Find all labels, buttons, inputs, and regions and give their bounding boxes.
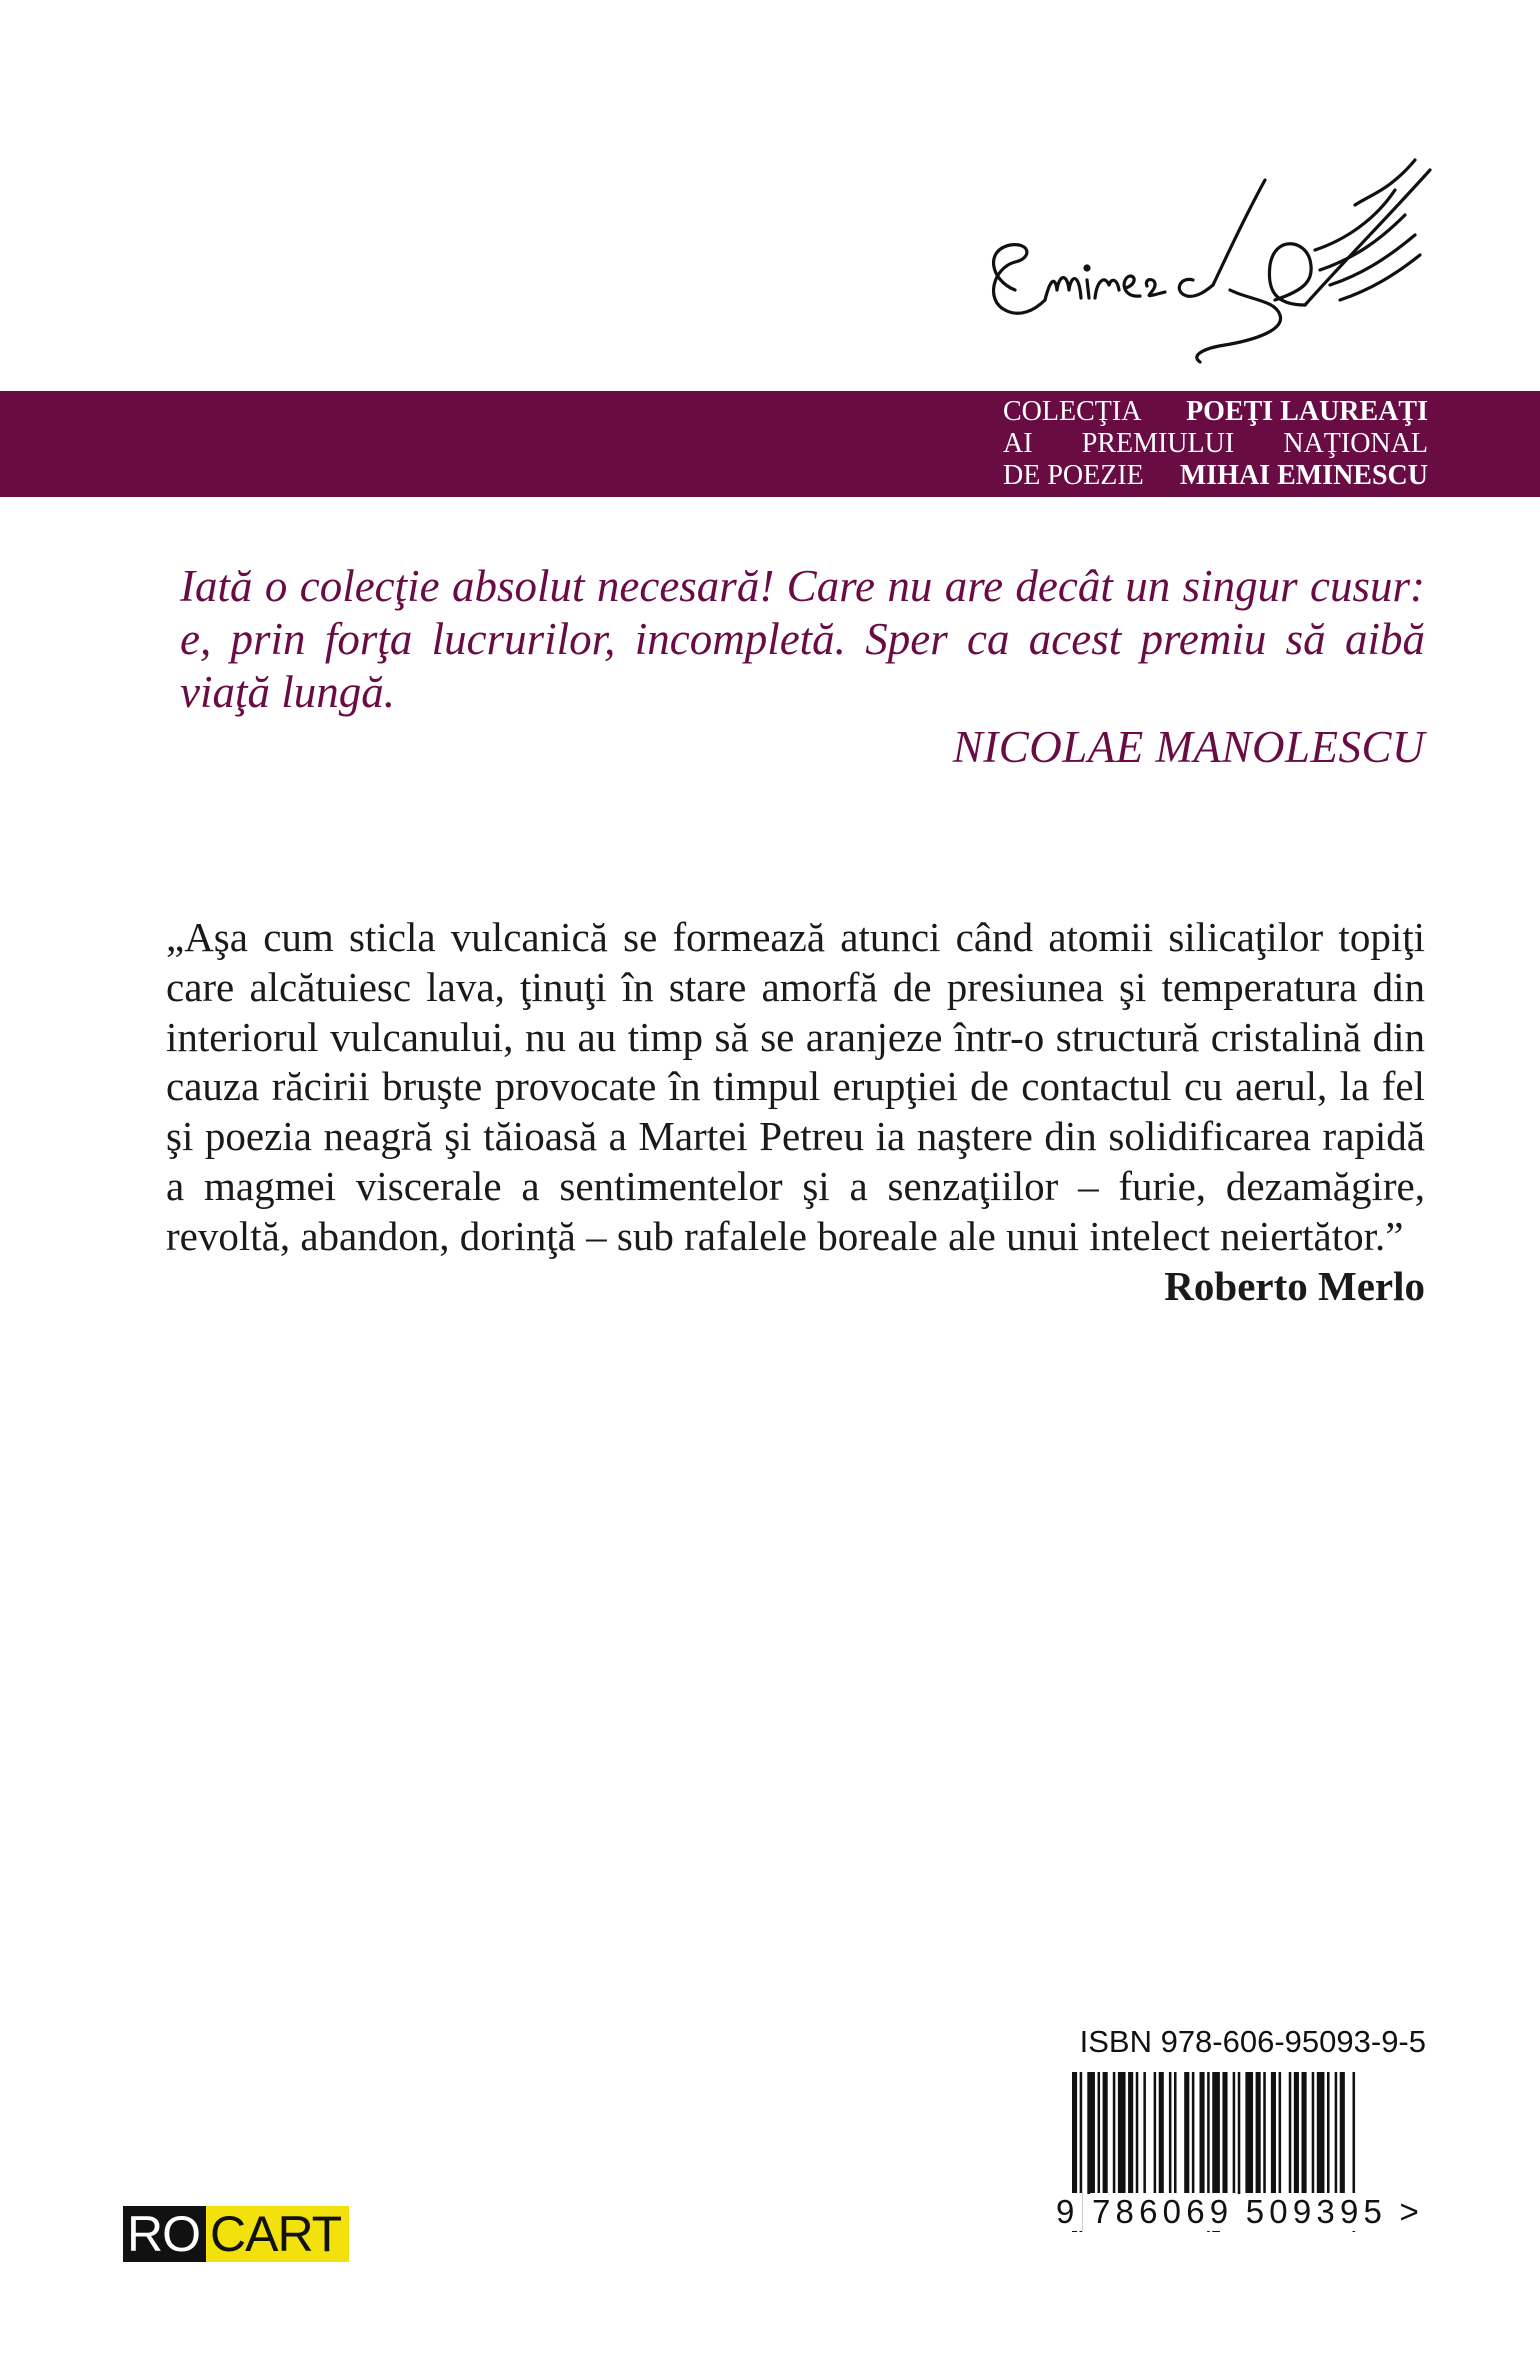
barcode-bar bbox=[1118, 2072, 1126, 2194]
barcode-bar bbox=[1302, 2072, 1307, 2194]
barcode-bar bbox=[1335, 2072, 1338, 2194]
quote-author: Roberto Merlo bbox=[1164, 1262, 1425, 1309]
quote-author: NICOLAE MANOLESCU bbox=[952, 722, 1425, 772]
barcode-bar bbox=[1289, 2072, 1292, 2194]
barcode-bar bbox=[1271, 2072, 1276, 2194]
barcode-bar bbox=[1098, 2072, 1101, 2194]
barcode-bar bbox=[1279, 2072, 1282, 2194]
barcode-bar bbox=[1169, 2072, 1172, 2194]
collection-title bbox=[1003, 396, 1428, 492]
manolescu-quote bbox=[180, 560, 1425, 774]
barcode-bar bbox=[1154, 2072, 1157, 2194]
collection-line-2 bbox=[1003, 428, 1428, 460]
barcode-bar bbox=[1233, 2072, 1236, 2194]
barcode-bar bbox=[1128, 2072, 1133, 2194]
barcode-bar bbox=[1087, 2072, 1095, 2194]
publisher-logo bbox=[123, 2206, 349, 2262]
barcode-digit-group: > bbox=[1399, 2193, 1424, 2230]
barcode-bar bbox=[1317, 2072, 1325, 2194]
barcode-bar bbox=[1159, 2072, 1164, 2194]
barcode-bar bbox=[1174, 2072, 1177, 2194]
collection-line-3 bbox=[1003, 460, 1428, 492]
barcode-bar bbox=[1136, 2072, 1139, 2194]
collection-word-bold: MIHAI EMINESCU bbox=[1179, 460, 1428, 491]
barcode-bar bbox=[1263, 2072, 1266, 2194]
collection-word-bold: POEŢI LAUREAŢI bbox=[1186, 396, 1428, 427]
barcode-digit-group: 9 bbox=[1056, 2193, 1080, 2230]
publisher-logo-part: CART bbox=[206, 2206, 349, 2262]
barcode-bar bbox=[1245, 2072, 1253, 2194]
barcode-digit-group: 786069 bbox=[1091, 2193, 1234, 2230]
quill-signature-icon bbox=[975, 140, 1445, 390]
barcode-bar bbox=[1103, 2072, 1108, 2194]
collection-line-1 bbox=[1003, 396, 1428, 428]
barcode-bar bbox=[1184, 2072, 1189, 2194]
barcode-bar bbox=[1256, 2072, 1261, 2194]
barcode-bar bbox=[1327, 2072, 1330, 2194]
barcode-bar bbox=[1222, 2072, 1227, 2194]
barcode-bar bbox=[1340, 2072, 1345, 2194]
eminescu-signature bbox=[975, 140, 1445, 390]
collection-word: COLECŢIA bbox=[1003, 396, 1142, 427]
quote-text: „Aşa cum sticla vulcanică se formează atunci când atomii silicaţilor topiţi care alcătuiesc lava, ţinuţi în stare amorfă de presiunea şi temperatura din interiorul vulcanului, nu au timp să se aranjeze într-o structură cristalină din cauza răcirii bruşte provocate în timpul erupţiei de contactul cu aerul, la fel şi poezia neagră şi tăioasă a Martei Petreu ia naştere din solidificarea rapidă a magmei viscerale a sentimentelor şi a senzaţiilor – furie, dezamăgire, revoltă, abandon, dorinţă – sub rafalele boreale ale unui intelect neiertător.” bbox=[166, 914, 1425, 1259]
barcode-digit-group: 509395 bbox=[1245, 2193, 1388, 2230]
barcode-bar bbox=[1200, 2072, 1205, 2194]
barcode-bar bbox=[1312, 2072, 1315, 2194]
isbn-label: ISBN 978-606-95093-9-5 bbox=[1079, 2024, 1426, 2059]
merlo-quote bbox=[166, 913, 1425, 1311]
publisher-logo-part: RO bbox=[123, 2206, 206, 2262]
collection-word: PREMIULUI bbox=[1081, 428, 1235, 459]
barcode-bar bbox=[1113, 2072, 1116, 2194]
barcode-bar bbox=[1143, 2072, 1146, 2194]
quote-text: Iată o colecţie absolut necesară! Care nu are decât un singur cusur: e, prin forţa lucrurilor, incompletă. Sper ca acest premiu să aibă viaţă lungă. bbox=[180, 561, 1425, 717]
barcode-bar bbox=[1192, 2072, 1195, 2194]
barcode-bar bbox=[1294, 2072, 1299, 2194]
collection-word: DE POEZIE bbox=[1003, 460, 1144, 491]
barcode-digits bbox=[1054, 2185, 1426, 2231]
collection-word: NAŢIONAL bbox=[1283, 428, 1428, 459]
collection-word: AI bbox=[1003, 428, 1033, 459]
barcode-bar bbox=[1238, 2072, 1241, 2194]
